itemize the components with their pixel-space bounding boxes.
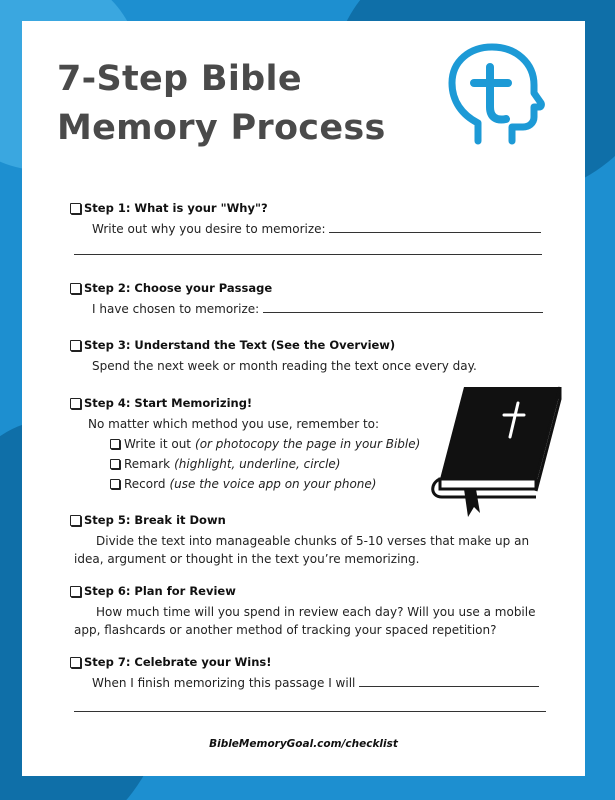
- step-2: [70, 281, 543, 318]
- step-2-checkbox[interactable]: [70, 283, 81, 294]
- step-3-label: Step 3: Understand the Text (See the Overview): [84, 338, 396, 352]
- step-4-sub-1-note: (or photocopy the page in your Bible): [195, 437, 421, 451]
- step-4-sub-2: [70, 455, 420, 473]
- step-4-label: Step 4: Start Memorizing!: [84, 396, 253, 410]
- step-1: [70, 201, 541, 238]
- step-1-label: Step 1: What is your "Why"?: [84, 201, 268, 215]
- step-2-answer-line[interactable]: [263, 312, 543, 313]
- step-4-checkbox[interactable]: [70, 398, 81, 409]
- step-7-text: When I finish memorizing this passage I will: [92, 676, 356, 690]
- step-1-answer-line[interactable]: [329, 232, 541, 233]
- step-3: [70, 338, 477, 375]
- page-title: [57, 55, 386, 153]
- step-4-sub-2-label: Remark: [124, 457, 171, 471]
- step-5-text: Divide the text into manageable chunks of 5-10 verses that make up an idea, argument or thought in the text you’re memorizing.: [74, 534, 530, 566]
- step-3-checkbox[interactable]: [70, 340, 81, 351]
- step-3-text: Spend the next week or month reading the text once every day.: [92, 359, 477, 373]
- step-7: [70, 655, 539, 692]
- step-4-sub-3-label: Record: [124, 477, 166, 491]
- step-4-sub-2-note: (highlight, underline, circle): [174, 457, 341, 471]
- step-1-text: Write out why you desire to memorize:: [92, 222, 326, 236]
- step-4-sub-2-checkbox[interactable]: [110, 459, 120, 469]
- title-line-2: Memory Process: [57, 108, 386, 148]
- step-4: [70, 396, 420, 493]
- step-7-answer-line-2[interactable]: [74, 711, 546, 712]
- step-2-label: Step 2: Choose your Passage: [84, 281, 273, 295]
- step-7-label: Step 7: Celebrate your Wins!: [84, 655, 272, 669]
- step-4-sub-3-checkbox[interactable]: [110, 479, 120, 489]
- footer-url[interactable]: BibleMemoryGoal.com/checklist: [209, 738, 398, 750]
- step-5-label: Step 5: Break it Down: [84, 513, 226, 527]
- step-6-text: How much time will you spend in review each day? Will you use a mobile app, flashcards or another method of tracking your spaced repetition?: [74, 605, 536, 637]
- step-1-checkbox[interactable]: [70, 203, 81, 214]
- step-6: [70, 584, 550, 639]
- step-4-sub-1-label: Write it out: [124, 437, 192, 451]
- bible-book-icon: [424, 379, 564, 519]
- step-4-sub-3-note: (use the voice app on your phone): [169, 477, 377, 491]
- checklist-page: [22, 21, 585, 776]
- step-1-answer-line-2[interactable]: [74, 254, 542, 255]
- head-cross-logo-icon: [440, 41, 550, 151]
- step-4-sub-3: [70, 475, 420, 493]
- step-6-label: Step 6: Plan for Review: [84, 584, 236, 598]
- step-7-answer-line[interactable]: [359, 686, 539, 687]
- step-6-checkbox[interactable]: [70, 586, 81, 597]
- step-5-checkbox[interactable]: [70, 515, 81, 526]
- step-7-checkbox[interactable]: [70, 657, 81, 668]
- step-2-text: I have chosen to memorize:: [92, 302, 260, 316]
- step-4-sub-1-checkbox[interactable]: [110, 439, 120, 449]
- title-line-1: 7-Step Bible: [57, 59, 302, 99]
- step-4-sub-1: [70, 435, 420, 453]
- step-5: [70, 513, 550, 568]
- step-4-text: No matter which method you use, remember to:: [88, 417, 380, 431]
